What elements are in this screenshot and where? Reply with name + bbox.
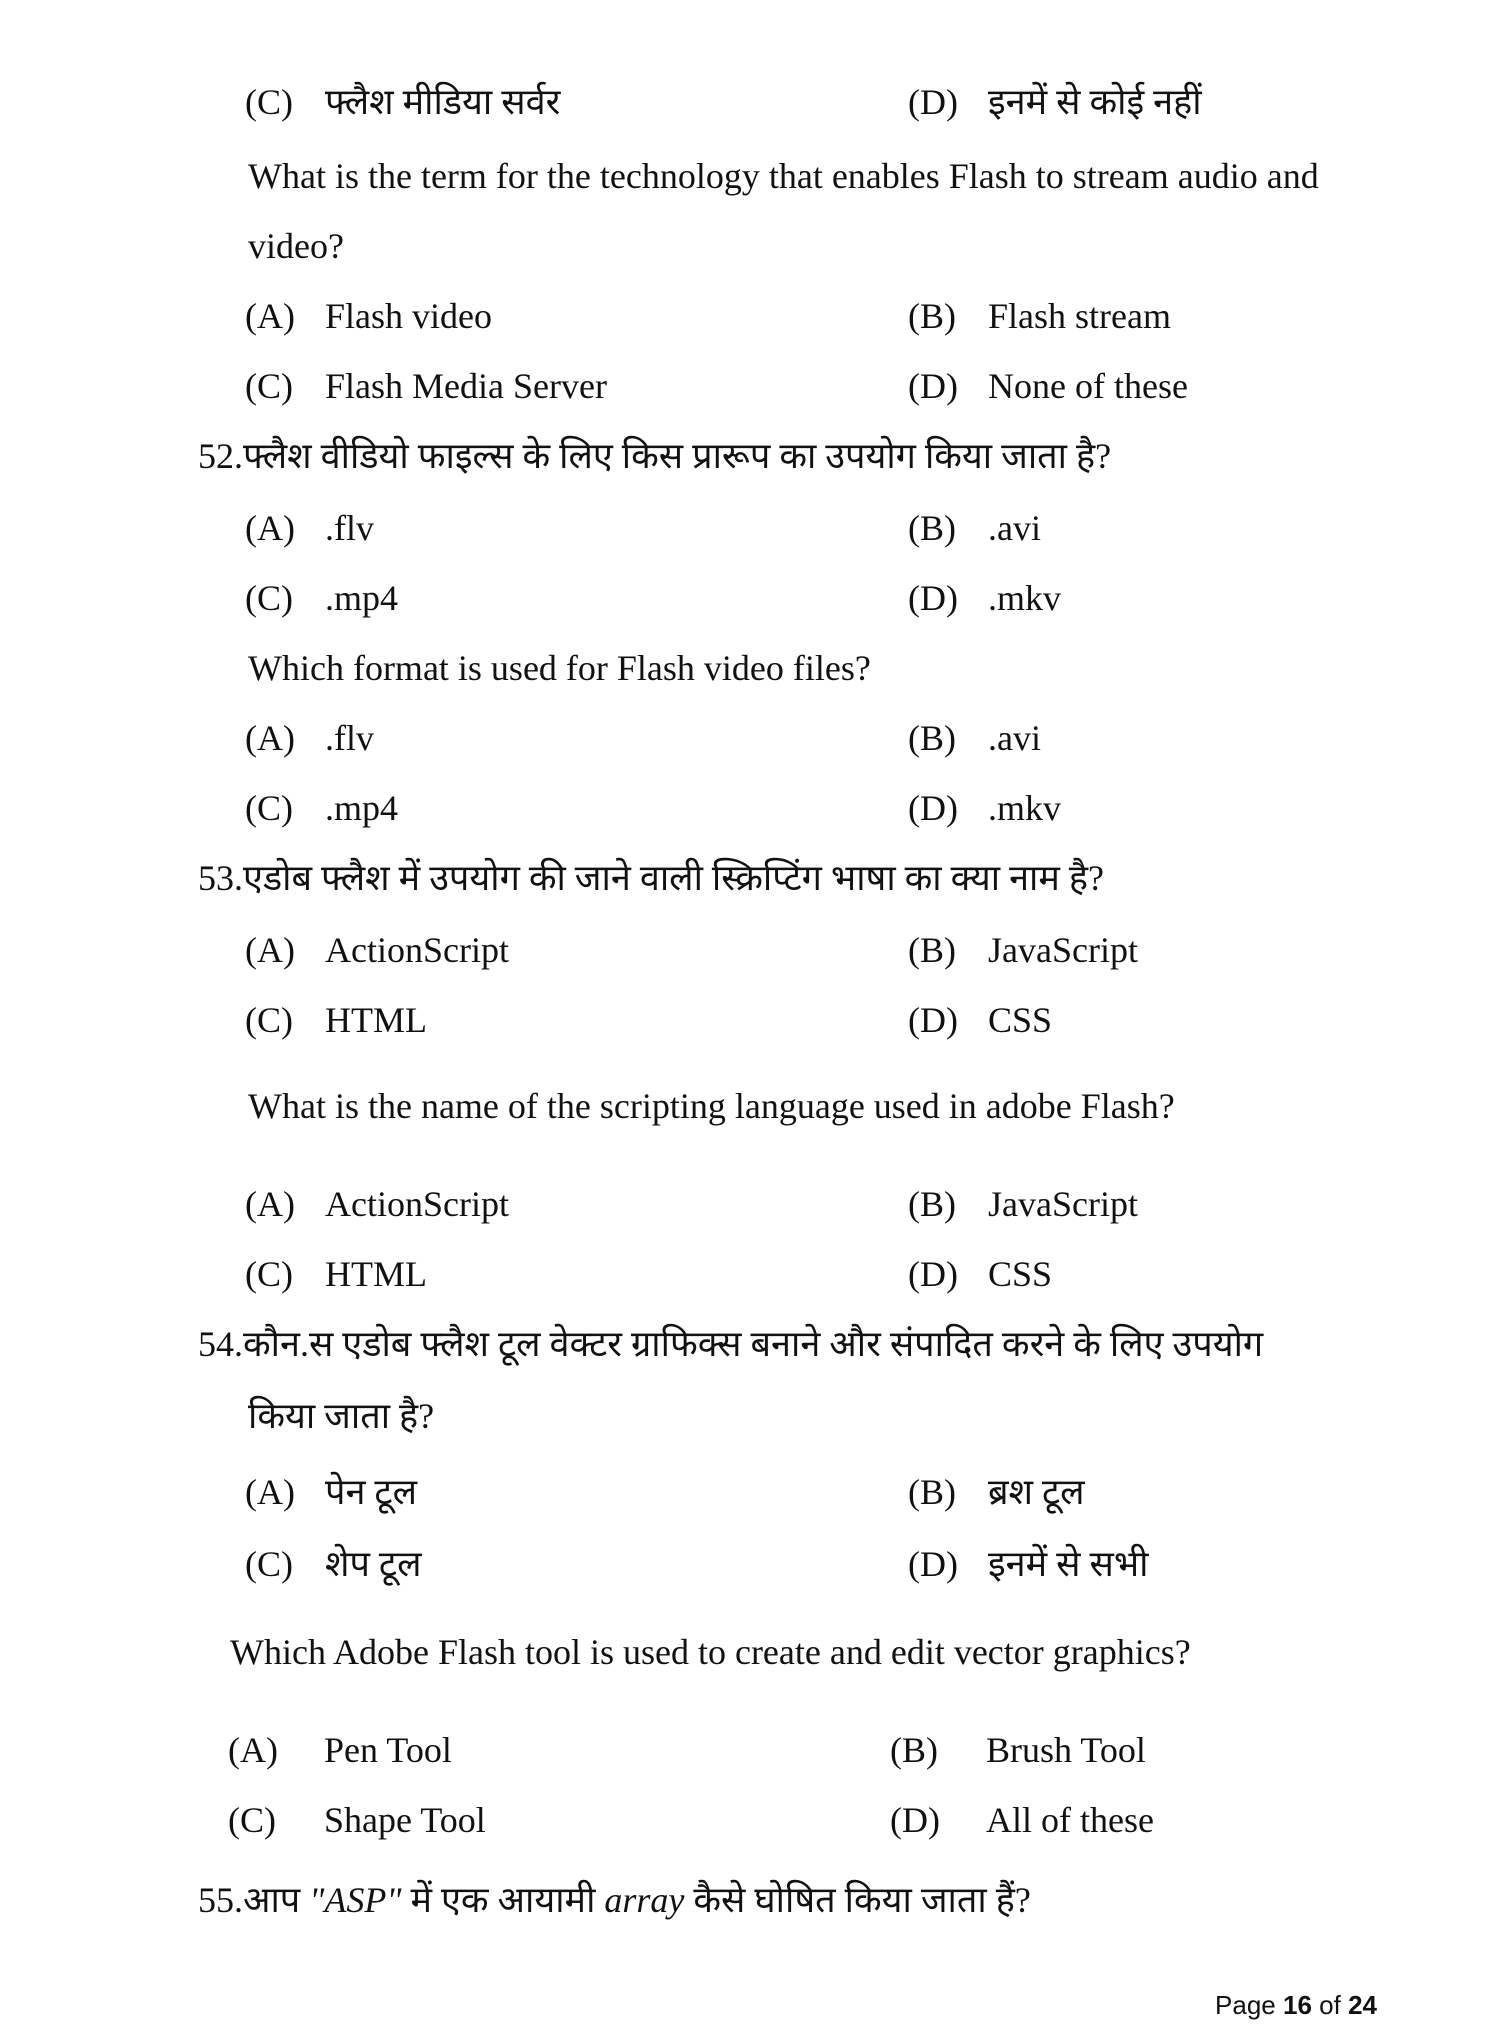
option-b-en xyxy=(890,1728,1146,1772)
option-letter: (A) xyxy=(228,1730,278,1770)
option-letter: (C) xyxy=(245,1544,293,1584)
option-letter: (A) xyxy=(245,1184,295,1224)
option-a-hi xyxy=(245,928,509,972)
option-text: पेन टूल xyxy=(325,1472,417,1512)
question-text: 55.आप xyxy=(198,1880,310,1920)
option-text: ActionScript xyxy=(325,1184,509,1224)
option-text: .mkv xyxy=(988,578,1062,618)
option-text: .flv xyxy=(325,718,374,758)
option-letter: (D) xyxy=(890,1800,940,1840)
option-text: इनमें से सभी xyxy=(988,1544,1149,1584)
option-a-en xyxy=(245,1182,509,1226)
option-letter: (C) xyxy=(245,366,293,406)
array-term: array xyxy=(604,1880,685,1920)
option-text: All of these xyxy=(986,1800,1154,1840)
option-letter: (B) xyxy=(908,930,956,970)
question-text: में एक आयामी xyxy=(401,1880,605,1920)
question-53-hi: 53.एडोब फ्लैश में उपयोग की जाने वाली स्क्रिप्टिंग भाषा का क्या नाम है? xyxy=(198,858,1105,898)
option-b-hi xyxy=(908,1470,1085,1514)
option-d-hi xyxy=(908,80,1202,124)
option-a-hi xyxy=(245,506,374,550)
option-text: CSS xyxy=(988,1000,1053,1040)
option-letter: (C) xyxy=(245,578,293,618)
option-text: .mkv xyxy=(988,788,1062,828)
page-total: 24 xyxy=(1348,1990,1377,2020)
page-number: 16 xyxy=(1283,1990,1312,2020)
option-c-hi xyxy=(245,998,427,1042)
question-53-en: What is the name of the scripting language used in adobe Flash? xyxy=(248,1086,1175,1126)
option-b-en xyxy=(908,1182,1138,1226)
option-d-hi xyxy=(908,576,1061,620)
option-letter: (C) xyxy=(245,1254,293,1294)
option-text: CSS xyxy=(988,1254,1053,1294)
option-c-en xyxy=(228,1798,486,1842)
option-c-hi xyxy=(245,80,560,124)
option-c-hi xyxy=(245,1542,421,1586)
option-d-en xyxy=(908,786,1061,830)
option-b-en xyxy=(908,294,1171,338)
option-letter: (D) xyxy=(908,1544,958,1584)
question-54-hi: 54.कौन.स एडोब फ्लैश टूल वेक्टर ग्राफिक्स बनाने और संपादित करने के लिए उपयोग xyxy=(198,1324,1264,1364)
option-letter: (B) xyxy=(908,1472,956,1512)
option-text: None of these xyxy=(988,366,1188,406)
option-letter: (A) xyxy=(245,508,295,548)
option-letter: (D) xyxy=(908,1254,958,1294)
option-letter: (D) xyxy=(908,366,958,406)
option-c-en xyxy=(245,786,398,830)
option-text: .mp4 xyxy=(325,578,399,618)
option-text: HTML xyxy=(325,1000,427,1040)
option-letter: (B) xyxy=(908,718,956,758)
option-text: JavaScript xyxy=(988,1184,1138,1224)
option-letter: (B) xyxy=(908,296,956,336)
question-55-hi xyxy=(198,1878,1031,1922)
question-text-en: What is the term for the technology that enables Flash to stream audio and xyxy=(248,156,1319,196)
option-text: शेप टूल xyxy=(325,1544,422,1584)
question-52-hi: 52.फ्लैश वीडियो फाइल्स के लिए किस प्रारूप का उपयोग किया जाता है? xyxy=(198,436,1112,476)
option-text: इनमें से कोई नहीं xyxy=(988,82,1202,122)
option-text: .avi xyxy=(988,508,1041,548)
option-letter: (C) xyxy=(245,1000,293,1040)
option-text: Pen Tool xyxy=(324,1730,452,1770)
option-text: Flash video xyxy=(325,296,492,336)
footer-prefix: Page xyxy=(1215,1990,1276,2020)
option-b-hi xyxy=(908,506,1041,550)
question-text-en-cont: video? xyxy=(248,226,344,266)
option-letter: (D) xyxy=(908,788,958,828)
option-letter: (A) xyxy=(245,296,295,336)
option-letter: (B) xyxy=(908,1184,956,1224)
option-d-en xyxy=(890,1798,1154,1842)
asp-term: "ASP" xyxy=(309,1880,402,1920)
option-d-en xyxy=(908,364,1188,408)
question-54-en: Which Adobe Flash tool is used to create and edit vector graphics? xyxy=(230,1632,1191,1672)
question-text: कैसे घोषित किया जाता हैं? xyxy=(684,1880,1031,1920)
footer-of: of xyxy=(1319,1990,1341,2020)
option-text: Flash Media Server xyxy=(325,366,607,406)
option-letter: (C) xyxy=(245,788,293,828)
option-d-en xyxy=(908,1252,1052,1296)
option-letter: (B) xyxy=(908,508,956,548)
option-c-en xyxy=(245,1252,427,1296)
option-d-hi xyxy=(908,998,1052,1042)
option-c-en xyxy=(245,364,607,408)
option-text: .mp4 xyxy=(325,788,399,828)
option-letter: (C) xyxy=(228,1800,276,1840)
option-letter: (A) xyxy=(245,1472,295,1512)
option-letter: (C) xyxy=(245,82,293,122)
option-text: HTML xyxy=(325,1254,427,1294)
option-text: ActionScript xyxy=(325,930,509,970)
option-a-en xyxy=(245,716,374,760)
option-d-hi xyxy=(908,1542,1149,1586)
option-text: Shape Tool xyxy=(324,1800,486,1840)
option-text: .avi xyxy=(988,718,1041,758)
option-letter: (D) xyxy=(908,1000,958,1040)
option-letter: (B) xyxy=(890,1730,938,1770)
option-a-en xyxy=(228,1728,452,1772)
option-text: ब्रश टूल xyxy=(988,1472,1085,1512)
option-text: फ्लैश मीडिया सर्वर xyxy=(325,82,561,122)
option-b-en xyxy=(908,716,1041,760)
option-a-en xyxy=(245,294,492,338)
option-text: JavaScript xyxy=(988,930,1138,970)
option-a-hi xyxy=(245,1470,417,1514)
option-b-hi xyxy=(908,928,1138,972)
option-letter: (D) xyxy=(908,82,958,122)
option-text: .flv xyxy=(325,508,374,548)
option-c-hi xyxy=(245,576,398,620)
option-letter: (A) xyxy=(245,718,295,758)
page-footer xyxy=(1215,1990,1377,2021)
question-52-en: Which format is used for Flash video files? xyxy=(248,648,871,688)
option-letter: (D) xyxy=(908,578,958,618)
question-54-hi-cont: किया जाता है? xyxy=(248,1396,435,1436)
option-letter: (A) xyxy=(245,930,295,970)
option-text: Flash stream xyxy=(988,296,1171,336)
option-text: Brush Tool xyxy=(986,1730,1146,1770)
